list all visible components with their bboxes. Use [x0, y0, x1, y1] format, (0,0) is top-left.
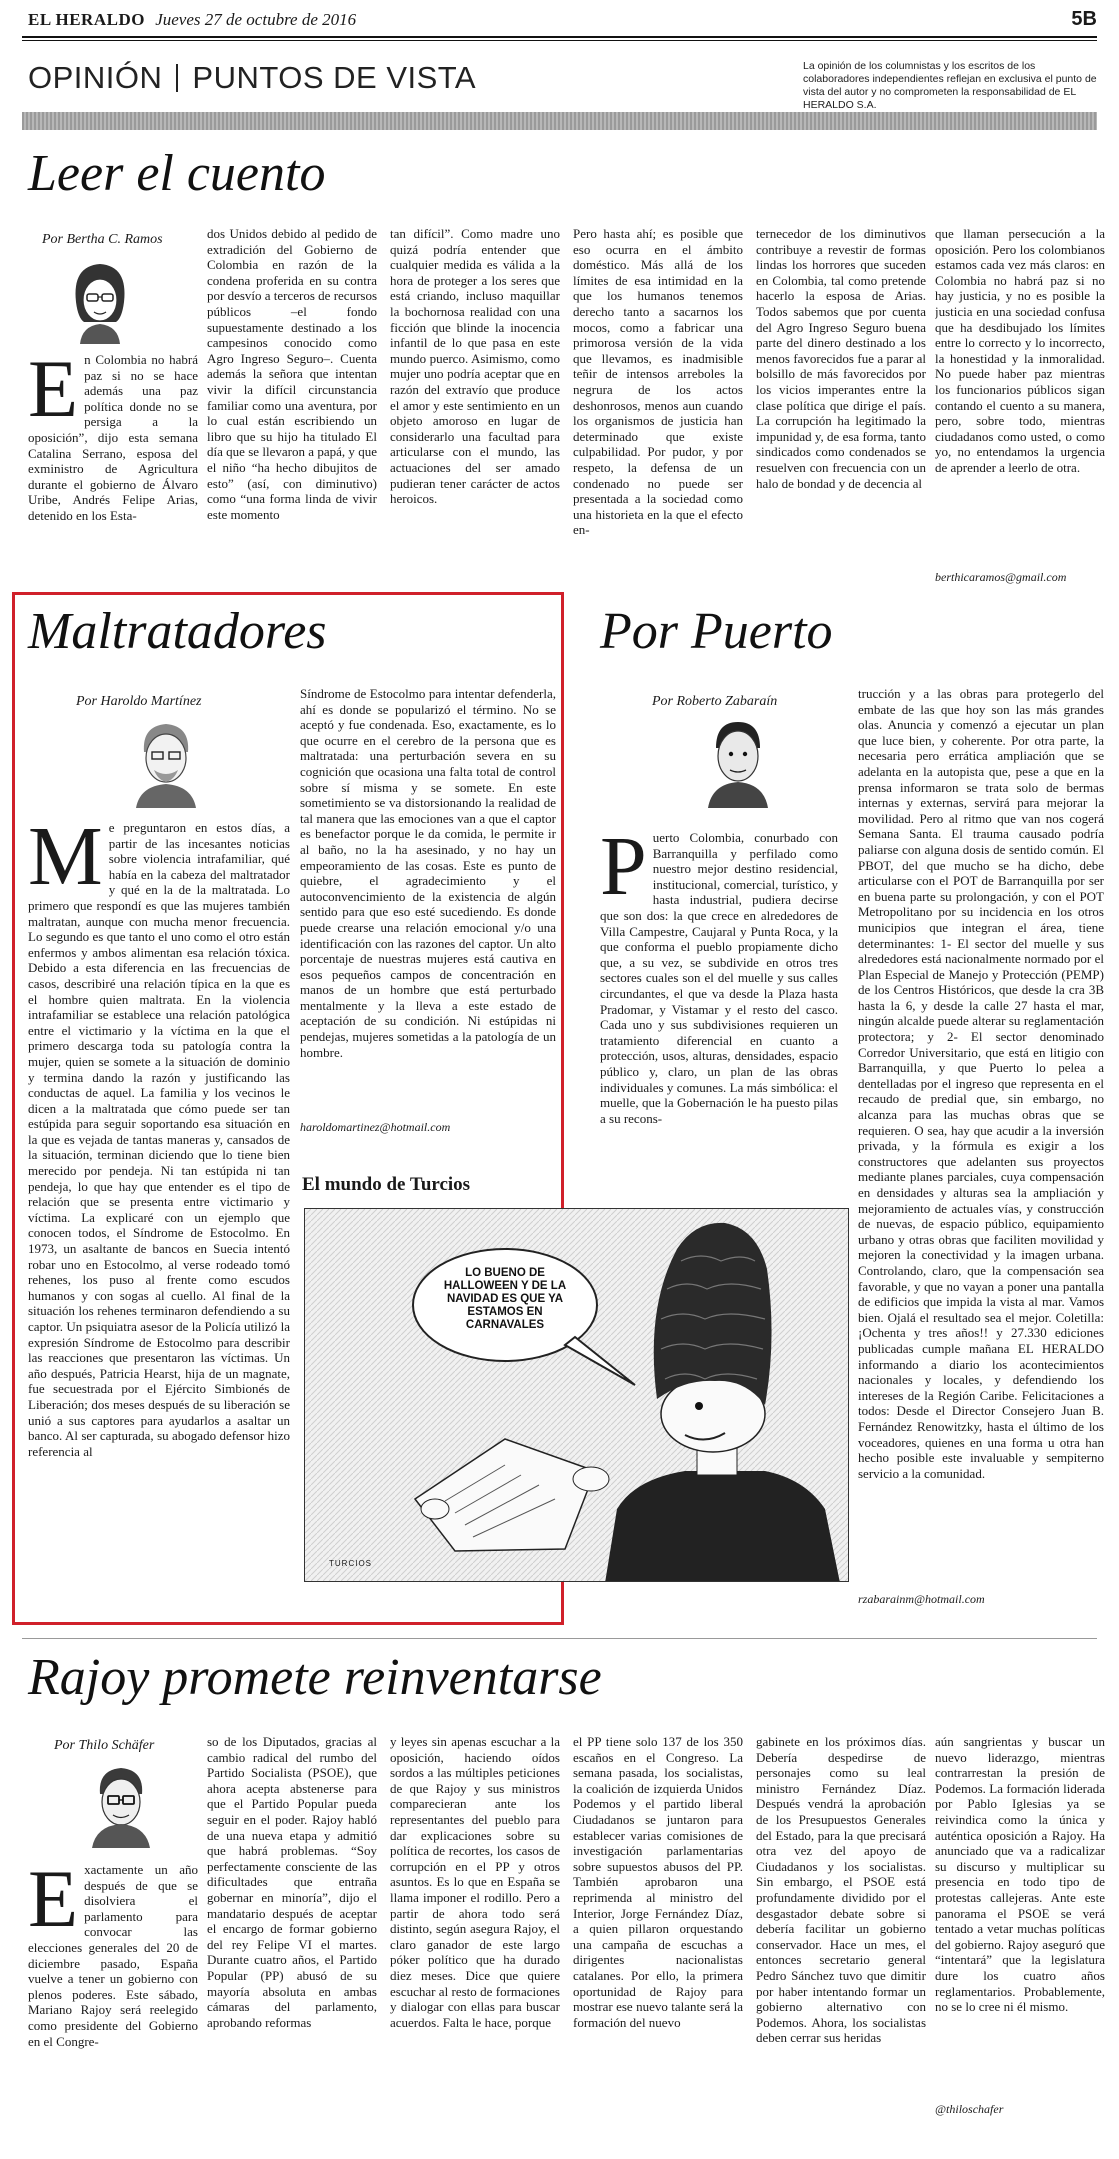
- cartoon-speech: LO BUENO DE HALLOWEEN Y DE LA NAVIDAD ES QUE YA ESTAMOS EN CARNAVALES: [443, 1267, 567, 1331]
- disclaimer: La opinión de los columnistas y los escritos de los colaboradores independientes reflejan en exclusiva el punto de vista del autor y no comprometen la responsabilidad de EL HERALDO S.A.: [803, 60, 1097, 111]
- article-rajoy-col6: aún sangrientas y buscar un nuevo liderazgo, mientras contrarrestan la presión de Podemos. La formación liderada por Pablo Iglesias ya se reivindica como la única y auténtica oposición a Rajoy. Ha anunciado que va a radicalizar su discurso y multiplicar su presencia en todo tipo de protestas callejeras. Ante este panorama el PSOE se verá tentado a vetar muchas políticas del gobierno. Rajoy aseguró que “intentará” que la legislatura dure los cuatro años reglamentarios. Probablemente, no se lo cree ni él mismo.: [935, 1734, 1105, 2015]
- article-leer-col4: Pero hasta ahí; es posible que eso ocurra en el ámbito doméstico. Más allá de los límites de esa intimidad en la que los humanos tenemos derecho tanto a sacarnos los mocos, como a fabricar una primorosa versión de la vida que llevamos, es inadmisible teñir de intensos arreboles la negrura de los actos deshonrosos, menos aun cuando los organismos de justicia han determinado que existe culpabilidad. Por pudor, y por respeto, la defensa de un condenado no puede ser presentada a la sociedad como una historieta en la que el efecto en-: [573, 226, 743, 538]
- article-maltratadores-col1: [28, 820, 290, 1620]
- puerto-col1-text: uerto Colombia, conurbado con Barranquilla y perfilado como nuestro mejor destino residencial, institucional, comercial, turístico, y hasta industrial, pudiera decirse que son dos: la que crece en alrededores de Villa Campestre, Caujaral y Punta Roca, y la que conforma el pueblo propiamente dicho que, a su vez, se subdivide en otros tres sectores cuales son el del muelle y sus calles circundantes, el que va desde la Plaza hasta Pradomar, y Vistamar y el resto del casco. Cada uno y sus subdivisiones requieren un tratamiento diferencial en cuanto a protección, usos, alturas, densidades, espacio público y, claro, un plan de las obras individuales y comunes. La más simbólica: el muelle, que la Gobernación le ha puesto pilas a su recons-: [600, 830, 838, 1126]
- email-maltratadores: haroldomartinez@hotmail.com: [300, 1120, 451, 1134]
- byline-leer: Por Bertha C. Ramos: [42, 232, 163, 247]
- article-leer-col2: dos Unidos debido al pedido de extradición del Gobierno de Colombia en razón de la condena proferida en su contra por desvío a terceros de recursos públicos –el fondo supuestamente destinado a los campesinos conocido como Agro Ingreso Seguro–. Cuenta además la señora que intentan vivir la difícil circunstancia familiar como una aventura, por lo cual están escribiendo un libro que su hijo ha titulado El día que se llevaron a papá, y que el niño “ha hecho dibujitos de esto” (así, con diminutivo) como “una forma linda de vivir este momento: [207, 226, 377, 522]
- byline-puerto: Por Roberto Zabaraín: [652, 694, 778, 709]
- dropcap-rajoy: E: [28, 1862, 79, 1944]
- article-puerto-col2: trucción y a las obras para protegerlo del embate de las que hoy son las más grandes olas. Anuncia y comenzó a ejecutar un plan que luce bien, y coherente. Por otra parte, la necesaria pero errática ampliación que se adelanta en la autopista que, pese a que en la prensa informaron se trata solo de bermas internas y externas, servirá para mejorar la movilidad. Pero al ritmo que van nos cogerá Semana Santa. El trauma causado podría paliarse con alguna dosis de sentido común. El PBOT, del que mucho se ha dicho, debe articularse con el POT de Barranquilla por ser en buena parte su prolongación, y con el POT Metropolitano por su incidencia en los otros municipios que integran el área, tiene determinantes: 1- El sector del muelle y sus alrededores está nacionalmente normado por el Plan Especial de Manejo y Protección (PEMP) de los Centros Históricos, que desde la cra 3B hasta la 6, y desde la calle 27 hasta el mar, ningún alcalde puede alterar su reglamentación protectora; y 2- El sector denominado Corredor Universitario, que está en litigio con Barranquilla, y que Puerto lo pelea a dentelladas por el ingreso que representa en el recaudo de predial que, sin embargo, no alcanza para las muchas obras que se requieren. O sea, hay que acudir a la inversión privada, y la fórmula es exigir a los constructores que adelanten sus proyectos mediante planes parciales, cuya compensación en densidades y alturas sea la ampliación y mejoramiento de actuales vías, y construcción de nuevas, de espacio público, equipamiento urbano y otras obras que faciliten movilidad y mejoren la conectividad y la imagen urbana. Controlando, claro, que la compensación sea favorable, y que no vayan a poner una pantalla de edificios que impida la vista al mar. Vamos bien. Ojalá el resultado sea el mejor. Coletilla: ¡Ochenta y tres años!! y 27.330 ediciones publicadas cumple mañana EL HERALDO informando a diario los acontecimientos nacionales y locales, y defendiendo los intereses de la Región Caribe. Felicitaciones a todos: Desde el Director Consejero Juan B. Fernández Renowitzky, hasta el último de los voceadores, quienes en una forma u otra han hecho posible este invaluable y sempiterno servicio a la comunidad.: [858, 686, 1104, 1481]
- masthead-rule-thin: [22, 40, 1097, 41]
- article-leer-col3: tan difícil”. Como madre uno quizá podría entender que cualquier medida es válida a la hora de proteger a los seres que está criando, incluso maquillar la bochornosa realidad con una ficción que blinde la inocencia infantil de lo que pasa en este mundo puerco. Asimismo, como mujer uno podría aceptar que en razón del extravío que produce el amor y este sentimiento en un objeto amoroso en lugar de considerarlo una facultad para articularse con el mundo, las actuaciones del ser amado pudieran tener carácter de actos heroicos.: [390, 226, 560, 507]
- section-divider: [176, 64, 178, 92]
- dropcap-maltratadores: M: [28, 820, 103, 903]
- article-rajoy-col2: so de los Diputados, gracias al cambio radical del rumbo del Partido Socialista (PSOE), que ahora acepta abstenerse para que el Partido Popular pueda seguir en el poder. Rajoy habló de una nueva etapa y admitió que habrá problemas. “Soy perfectamente consciente de las dificultades que entraña gobernar en minoría”, dijo el mandatario después de aceptar el encargo de formar gobierno del rey Felipe VI el martes. Durante cuatro años, el Partido Popular (PP) abusó de su mayoría absoluta en ambas cámaras del parlamento, aprobando reformas: [207, 1734, 377, 2030]
- rajoy-col1-text: xactamente un año después de que se disolviera el parlamento para convocar las elecciones generales del 20 de diciembre pasado, España vuelve a tener un gobierno con plenos poderes. Este sábado, Mariano Rajoy será reelegido como presidente del Gobierno en el Congre-: [28, 1862, 198, 2049]
- section-title: [28, 60, 476, 96]
- article-rajoy-col3: y leyes sin apenas escuchar a la oposición, haciendo oídos sordos a las múltiples peticiones de que Rajoy y sus ministros comparecieran ante los representantes del pueblo para dar explicaciones sobre su política de recortes, los casos de corrupción en el PP y otros asuntos. Es lo que en España se llama imponer el rodillo. Pero a partir de ahora todo será distinto, según asegura Rajoy, el claro ganador de este largo póker político que ha durado diez meses. Dice que quiere escuchar al resto de formaciones y dialogar con ellas para buscar acuerdos. Falta le hace, porque: [390, 1734, 560, 2030]
- maltratadores-col1-text: e preguntaron en estos días, a partir de las incesantes noticias sobre violencia intrafamiliar, qué había en la cabeza del maltratador y qué en la de la maltratada. Lo primero que respondí es que las mujeres también maltratan, aunque con mucha menor frecuencia. Lo segundo es que tanto el uno como el otro están enfermos y ambos alimentan esa relación tóxica. Debido a esta diferencia en las frecuencias de casos, describiré una relación típica en la que es el hombre quien maltrata. En la violencia intrafamiliar se establece una relación patológica entre el victimario y la víctima en la que el primero descarga toda su patología contra la mujer, quien se somete a la situación de dominio y termina dando la razón y justificando las conductas de aquel. La familia y los vecinos le dicen a la maltratada que cómo puede ser tan estúpida para seguir soportando esa situación en la que es vejada de tantas maneras y, cansados de la situación, terminan diciendo que lo tiene bien merecido por pendeja. Ni tan estúpida ni tan pendeja, lo que hay que entender es el tipo de relación que se presenta entre victimario y víctima. La explicaré con un ejemplo que conocen todos, el Síndrome de Estocolmo. En 1973, un asaltante de bancos en Suecia intentó robar uno en Estocolmo, al verse rodeado tomó rehenes, los puso al frente como escudos humanos y con sogas al cuello. Al final de la situación los rehenes terminaron defendiendo a su captor. Un psiquiatra asesor de la Policía utilizó la expresión Síndrome de Estocolmo para describir las reacciones que presentaron las víctimas. Un año después, Patricia Hearst, hija de un magnate, fue secuestrada por el Ejército Simbionés de Liberación; dos meses después de su liberación se unió a sus captores para ayudarlos a asaltar un banco. Al ser capturada, su abogado defensor hizo referencia al: [28, 820, 290, 1459]
- section-right: PUNTOS DE VISTA: [192, 60, 477, 95]
- article-leer-col5: ternecedor de los diminutivos contribuye a revestir de formas lindas los horrores que suceden en Colombia, tal como pretende hacerlo la esposa de Arias. Todos sabemos que por cuenta del Agro Ingreso Seguro buena parte del dinero destinado a los menos favorecidos fue a parar al bolsillo de más favorecidos por los vicios imperantes entre la clase política que dirige el país. La corrupción ha legitimado la impunidad y, de esa forma, tanto sindicados como condenados se resuelven con frecuencia con un halo de bondad y de decencia al: [756, 226, 926, 491]
- headline-puerto: Por Puerto: [600, 603, 833, 660]
- section-band: [22, 112, 1097, 130]
- leer-col1-text: n Colombia no habrá paz si no se hace además una paz política donde no se persiga a la oposición”, dijo esta semana Catalina Serrano, esposa del exministro de Agricultura durante el gobierno de Álvaro Uribe, Andrés Felipe Arias, detenido en los Esta-: [28, 352, 198, 523]
- dropcap-leer: E: [28, 352, 79, 434]
- article-rajoy-col1: [28, 1862, 198, 2118]
- author-portrait-martinez: [122, 712, 210, 808]
- email-rajoy: @thiloschafer: [935, 2102, 1004, 2116]
- email-puerto: rzabarainm@hotmail.com: [858, 1592, 985, 1606]
- cartoon-panel: [304, 1208, 849, 1582]
- masthead: [28, 10, 356, 30]
- cartoon-signature: TURCIOS: [329, 1559, 372, 1568]
- author-portrait-zabarain: [700, 712, 776, 808]
- article-rajoy-col5: gabinete en los próximos días. Debería despedirse de personajes como su leal ministro Fernández Díaz. Después vendrá la aprobación de los Presupuestos Generales del Estado, para la que precisará otra vez del apoyo de Ciudadanos y los socialistas. Sin embargo, el PSOE está profundamente dividido por el desgastador debate sobre si debería facilitar un gobierno conservador. Hace un mes, el entonces secretario general Pedro Sánchez tuvo que dimitir por haber intentando formar un gobierno alternativo con Podemos. Ahora, los socialistas deben cerrar sus heridas: [756, 1734, 926, 2046]
- headline-maltratadores: Maltratadores: [28, 603, 327, 660]
- byline-maltratadores: Por Haroldo Martínez: [76, 694, 202, 709]
- dropcap-puerto: P: [600, 830, 647, 913]
- separator-rajoy: [22, 1638, 1097, 1639]
- headline-rajoy: Rajoy promete reinventarse: [28, 1649, 602, 1706]
- article-leer-col1: [28, 352, 198, 587]
- article-rajoy-col4: el PP tiene solo 137 de los 350 escaños en el Congreso. La semana pasada, los socialistas, la coalición de izquierda Unidos Podemos y el partido liberal Ciudadanos se juntaron para establecer varias comisiones de investigación parlamentarias sobre supuestos abusos del PP. También aprobaron una reprimenda al ministro del Interior, Jorge Fernández Díaz, a quien pillaron orquestando una campaña de escuchas a dirigentes nacionalistas catalanes. Por ello, la primera oportunidad de Rajoy para mostrar ese nuevo talante será la formación del nuevo: [573, 1734, 743, 2030]
- headline-leer: Leer el cuento: [28, 145, 326, 202]
- article-maltratadores-col2: Síndrome de Estocolmo para intentar defenderla, ahí es donde se popularizó el término. No se aceptó y fue condenada. Eso, exactamente, es lo que ocurre en el cerebro de la persona que es maltratada: una perturbación severa en su cognición que ocasiona una falta total de control sobre sí misma y se somete. En este sometimiento se va distorsionando la realidad de tal manera que las emociones van a que el captor es benefactor porque le da comida, le permite ir al baño, no la ha asesinado, y no hay un empeoramiento de las cosas. Este es punto de quiebre, el agradecimiento y el autoconvencimiento de la existencia de algún sentido para que eso esté sucediendo. Es donde puede crearse una relación emocional y/o una identificación con las razones del captor. Un alto porcentaje de nuestras mujeres está cautiva en esos pequeños campos de concentración en manos de un hombre que está perturbado mentalmente y la lleva a este estado de aceptación de su condición. Ni estúpidas ni pendejas, mujeres sometidas a la patología de un hombre.: [300, 686, 556, 1060]
- author-portrait-schafer: [84, 1760, 158, 1848]
- paper-name: EL HERALDO: [28, 10, 145, 29]
- email-leer: berthicaramos@gmail.com: [935, 570, 1067, 584]
- article-leer-col6: que llaman persecución a la oposición. Pero los colombianos estamos cada vez más claros: en Colombia no habrá paz si no hay justicia, y no es posible la justicia en una sociedad confusa que ha desdibujado los límites entre lo correcto y lo incorrecto, la honestidad y la inmoralidad. No puede haber paz mientras los funcionarios públicos sigan contando el cuento a su manera, pero, sobre todo, mientras ciudadanos como usted, o como yo, no entendamos la urgencia de aprender a leerlo de otra.: [935, 226, 1105, 475]
- article-puerto-col1: [600, 830, 838, 1173]
- cartoon-title: El mundo de Turcios: [302, 1174, 471, 1195]
- section-left: OPINIÓN: [28, 60, 163, 95]
- masthead-rule: [22, 36, 1097, 38]
- author-portrait-ramos: [62, 256, 138, 344]
- issue-date: Jueves 27 de octubre de 2016: [155, 10, 357, 29]
- page-number: 5B: [1071, 8, 1097, 30]
- byline-rajoy: Por Thilo Schäfer: [54, 1738, 155, 1753]
